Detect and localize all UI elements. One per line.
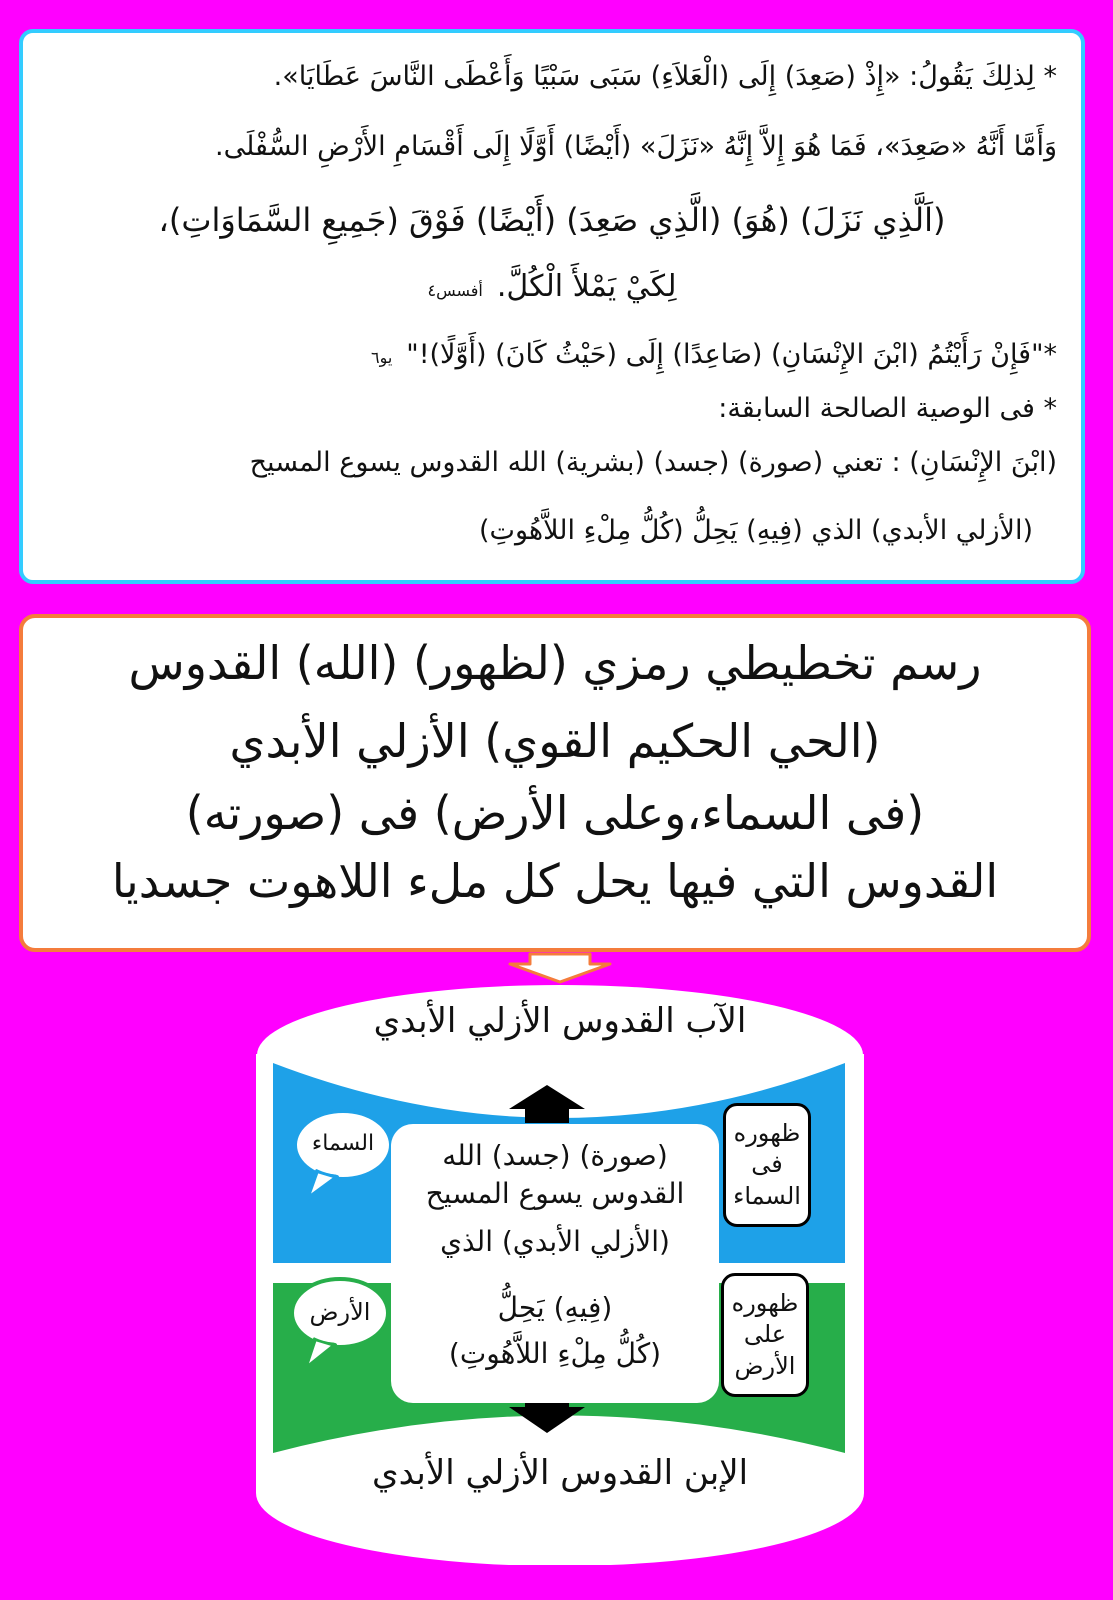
scripture-line-6: * فى الوصية الصالحة السابقة: [718, 393, 1057, 424]
heaven-appearance-box [723, 1103, 811, 1227]
center-box [391, 1124, 719, 1403]
scripture-line-7: (ابْنَ الإِنْسَانِ) : تعني (صورة) (جسد) (بشرية) الله القدوس يسوع المسيح [249, 447, 1057, 478]
earth-box-line-2: على [743, 1320, 787, 1349]
scripture-line-5 [47, 339, 1057, 370]
ref-ephesians: أفسس٤ [427, 281, 483, 300]
center-line-3: (الأزلي الأبدي) الذي [440, 1225, 670, 1258]
cylinder-diagram [255, 983, 865, 1565]
center-line-4: (فِيهِ) يَحِلُّ [497, 1291, 613, 1324]
heaven-box-line-2: فى [751, 1150, 783, 1179]
scripture-line-2: وَأَمَّا أَنَّهُ «صَعِدَ»، فَمَا هُوَ إِلاَّ إِنَّهُ «نَزَلَ» (أَيْضًا) أَوَّلًا إِلَى أَقْسَامِ الأَرْضِ السُّفْلَى. [215, 131, 1057, 162]
scripture-line-4-text: لِكَيْ يَمْلأَ الْكُلَّ. [496, 269, 677, 304]
heaven-box-line-1: ظهوره [733, 1119, 801, 1148]
title-line-2: (الحي الحكيم القوي) الأزلي الأبدي [229, 714, 881, 768]
center-line-2: القدوس يسوع المسيح [425, 1177, 685, 1210]
scripture-line-4 [47, 269, 1057, 304]
scripture-line-1: * لِذلِكَ يَقُولُ: «إِذْ (صَعِدَ) إِلَى (الْعَلاَءِ) سَبَى سَبْيًا وَأَعْطَى النَّاسَ عَطَايَا». [273, 61, 1057, 92]
scripture-box [19, 29, 1085, 584]
earth-bubble-label: الأرض [309, 1298, 371, 1326]
father-label: الآب القدوس الأزلي الأبدي [373, 1001, 747, 1041]
son-label: الإبن القدوس الأزلي الأبدي [371, 1453, 749, 1493]
title-line-3: (فى السماء،وعلى الأرض) فى (صورته) [185, 786, 925, 840]
center-line-5: (كُلُّ مِلْءِ اللاَّهُوتِ) [448, 1337, 662, 1370]
earth-appearance-box [721, 1273, 809, 1397]
center-line-1: (صورة) (جسد) الله [442, 1139, 668, 1172]
heaven-bubble-label: السماء [311, 1131, 375, 1156]
heaven-box-line-3: السماء [733, 1181, 801, 1210]
scripture-line-5-text: *"فَإِنْ رَأَيْتُمُ (ابْنَ الإِنْسَانِ) (صَاعِدًا) إِلَى (حَيْثُ كَانَ) (أَوَّلًا)!" [406, 339, 1057, 370]
title-box [19, 614, 1091, 952]
ref-john: يو٦ [370, 348, 393, 367]
scripture-line-8: (الأزلي الأبدي) الذي (فِيهِ) يَحِلُّ (كُلُّ مِلْءِ اللاَّهُوتِ) [479, 515, 1033, 546]
earth-box-line-3: الأرض [734, 1351, 796, 1380]
earth-box-line-1: ظهوره [731, 1289, 799, 1318]
title-line-4: القدوس التي فيها يحل كل ملء اللاهوت جسديا [111, 854, 999, 908]
scripture-line-3: (اَلَّذِي نَزَلَ) (هُوَ) (الَّذِي صَعِدَ) (أَيْضًا) فَوْقَ (جَمِيعِ السَّمَاوَاتِ)، [158, 201, 946, 239]
down-arrow-icon [508, 952, 612, 984]
title-line-1: رسم تخطيطي رمزي (لظهور) (الله) القدوس [128, 636, 982, 690]
